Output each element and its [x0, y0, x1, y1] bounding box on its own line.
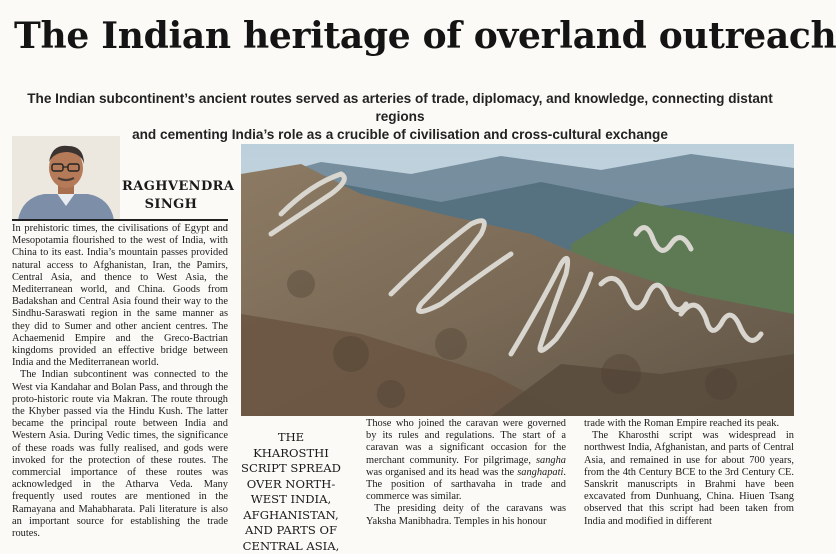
author-photo — [12, 136, 120, 220]
standfirst-line-1: The Indian subcontinent’s ancient routes served as arteries of trade, diplomacy, and knowledge, connecting distant regions — [27, 91, 773, 124]
byline-rule — [12, 219, 228, 221]
standfirst — [20, 90, 780, 144]
column-2-paragraph-2: The presiding deity of the caravans was Yaksha Manibhadra. Temples in his honour — [366, 503, 566, 527]
column-3 — [584, 418, 794, 533]
column-2-paragraph-1: Those who joined the caravan were governed by its rules and regulations. The start of a caravan was a significant occasion for the merchant community. For pilgrimage, sangha was organised and its head was the sanghapati. The position of sarthavaha in trade and commerce was similar. — [366, 418, 566, 503]
mountain-road-photo — [241, 144, 794, 416]
column-1 — [12, 223, 228, 540]
pull-quote: THE KHAROSTHI SCRIPT SPREAD OVER NORTH-WEST INDIA, AFGHANISTAN, AND PARTS OF CENTRAL ASIA, — [241, 430, 341, 553]
column-1-paragraph-1: In prehistoric times, the civilisations of Egypt and Mesopotamia flourished to the west of India, with China to its east. India’s mountain passes provided natural access to Afghanistan, Iran, the Pamirs, Central Asia, and thence to West Asia, the Mediterranean world, and China. Goods from Badakshan and Central Asia found their way to the Sindhu-Saraswati region in the same manner as they did to Sumer and other ancient centres. The Achaemenid Empire and the Greco-Bactrian kingdoms provided an effective bridge between India and the Mediterranean world. — [12, 223, 228, 369]
column-3-paragraph-2: The Kharosthi script was widespread in northwest India, Afghanistan, and parts of Central Asia, and remained in use for about 700 years, from the 4th Century BCE to the 3rd Century CE. Sanskrit manuscripts in Brahmi have been excavated from Dunhuang, China. Hiuen Tsang observed that this script had been taken from India and modified in different — [584, 430, 794, 527]
column-3-paragraph-1: trade with the Roman Empire reached its peak. — [584, 418, 780, 429]
column-2 — [366, 418, 566, 533]
byline-last-name: SINGH — [144, 197, 198, 212]
standfirst-line-2: and cementing India’s role as a crucible of civilisation and cross-cultural exchange — [132, 127, 668, 142]
column-1-paragraph-2: The Indian subcontinent was connected to the West via Kandahar and Bolan Pass, and through the proto-historic route via Makran. The route through the Khyber passed via the Hindu Kush. The latter became the principal route between India and Western Asia. During Vedic times, the significance of these roads was fully realised, and gods were invoked for the protection of these routes. The commercial importance of these routes was acknowledged in the Atharva Veda. Many frequently used routes are mentioned in the Ramayana and Mahabharata. Pali literature is also an important source for establishing the trade routes. — [12, 369, 228, 540]
byline-first-name: RAGHVENDRA — [122, 179, 235, 194]
byline — [122, 178, 235, 214]
headline: The Indian heritage of overland outreach — [14, 15, 836, 57]
